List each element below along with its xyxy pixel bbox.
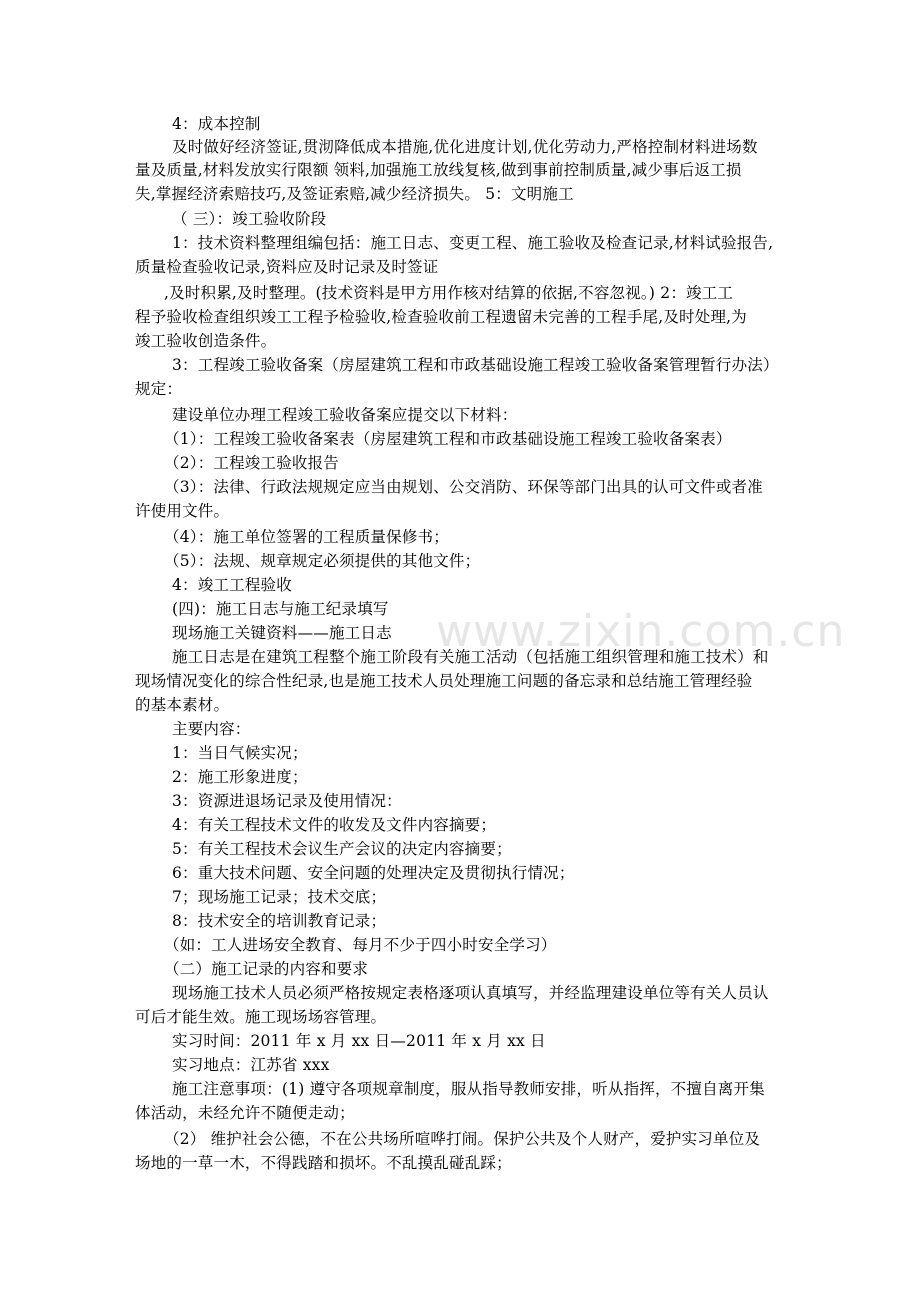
list-item: （1）：工程竣工验收备案表（房屋建筑工程和市政基础设施工程竣工验收备案表） <box>164 430 732 448</box>
list-item: （2）：工程竣工验收报告 <box>164 454 340 472</box>
paragraph-line: 施工注意事项：(1) 遵守各项规章制度，服从指导教师安排，听从指挥，不擅自离开集 <box>172 1080 765 1098</box>
paragraph-line: 1：技术资料整理组编包括：施工日志、变更工程、施工验收及检查记录,材料试验报告, <box>172 234 774 252</box>
paragraph-line: 3：工程竣工验收备案（房屋建筑工程和市政基础设施工程竣工验收备案管理暂行办法） <box>172 356 779 374</box>
paragraph-line: 竣工验收创造条件。 <box>135 332 277 350</box>
paragraph-line: 质量检查验收记录,资料应及时记录及时签证 <box>135 258 439 276</box>
list-item-continuation: 许使用文件。 <box>135 502 230 520</box>
list-item: 4：竣工工程验收 <box>172 576 292 594</box>
list-item: 4：有关工程技术文件的收发及文件内容摘要； <box>172 816 497 834</box>
paragraph-line: 建设单位办理工程竣工验收备案应提交以下材料： <box>172 406 518 424</box>
list-item: （5）：法规、规章规定必须提供的其他文件； <box>164 552 481 570</box>
paragraph-line: 量及质量,材料发放实行限额 领料,加强施工放线复核,做到事前控制质量,减少事后返工损 <box>135 161 742 179</box>
list-item: 7；现场施工记录；技术交底； <box>172 888 387 906</box>
list-item: （3）：法律、行政法规规定应当由规划、公交消防、环保等部门出具的认可文件或者准 <box>164 478 763 496</box>
paragraph-line: 体活动，未经允许不随便走动； <box>135 1104 355 1122</box>
paragraph-line: 施工日志是在建筑工程整个施工阶段有关施工活动（包括施工组织管理和施工技术）和 <box>172 648 769 666</box>
paragraph-line: 规定： <box>135 380 183 398</box>
paragraph-line: 现场施工技术人员必须严格按规定表格逐项认真填写，并经监理建设单位等有关人员认 <box>172 984 769 1002</box>
list-item: 3：资源进退场记录及使用情况： <box>172 792 402 810</box>
section-heading-completion: （ 三）：竣工验收阶段 <box>172 210 327 228</box>
paragraph-line: 场地的一草一木，不得践踏和损坏。不乱摸乱碰乱踩； <box>135 1154 512 1172</box>
internship-location: 实习地点：江苏省 xxx <box>172 1056 330 1074</box>
paragraph-line: 失,掌握经济索赔技巧,及签证索赔,减少经济损失。 5：文明施工 <box>135 185 574 203</box>
list-item: 5：有关工程技术会议生产会议的决定内容摘要； <box>172 840 512 858</box>
list-item: 2：施工形象进度； <box>172 768 308 786</box>
list-item: （4）：施工单位签署的工程质量保修书； <box>164 528 449 546</box>
heading-cost-control: 4：成本控制 <box>172 115 261 133</box>
list-item: 1：当日气候实况； <box>172 744 308 762</box>
paragraph-line: 可后才能生效。施工现场场容管理。 <box>135 1008 387 1026</box>
paragraph-line: 主要内容： <box>172 720 251 738</box>
paragraph-line: 现场情况变化的综合性纪录,也是施工技术人员处理施工问题的备忘录和总结施工管理经验 <box>135 672 753 690</box>
paragraph-line: 及时做好经济签证,贯沏降低成本措施,优化进度计划,优化劳动力,严格控制材料进场数 <box>172 138 758 156</box>
watermark: www.zixin.com.cn <box>436 606 846 657</box>
internship-time: 实习时间：2011 年 x 月 xx 日—2011 年 x 月 xx 日 <box>172 1032 546 1050</box>
paragraph-line: 的基本素材。 <box>135 696 230 714</box>
paragraph-line: （如：工人进场安全教育、每月不少于四小时安全学习） <box>164 936 557 954</box>
list-item: 6：重大技术问题、安全问题的处理决定及贯彻执行情况； <box>172 864 575 882</box>
paragraph-line: ,及时积累,及时整理。(技术资料是甲方用作核对结算的依据,不容忽视。) 2：竣工工 <box>164 284 734 302</box>
paragraph-line: （2） 维护社会公德，不在公共场所喧哗打闹。保护公共及个人财产，爱护实习单位及 <box>164 1130 761 1148</box>
paragraph-line: 程予验收检查组织竣工工程予检验收,检查验收前工程遗留未完善的工程手尾,及时处理,为 <box>135 308 747 326</box>
section-heading-log: (四)：施工日志与施工纪录填写 <box>172 600 389 618</box>
list-item: 8：技术安全的培训教育记录； <box>172 912 387 930</box>
paragraph-line: 现场施工关键资料——施工日志 <box>172 624 392 642</box>
section-heading-records: （二）施工记录的内容和要求 <box>164 960 369 978</box>
